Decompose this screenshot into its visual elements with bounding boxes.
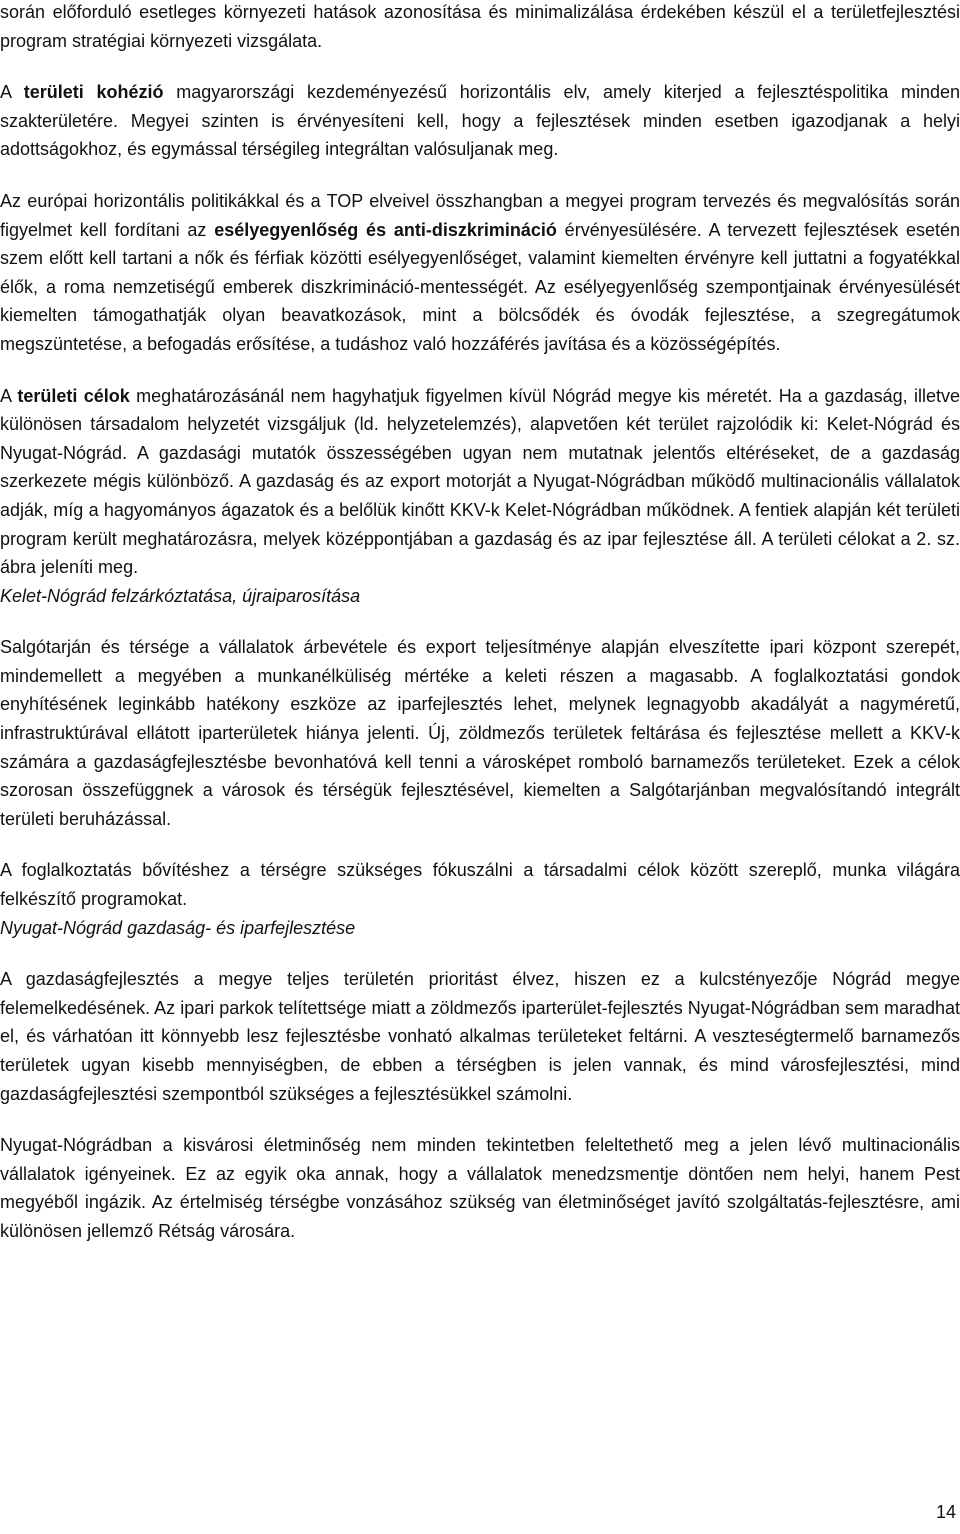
paragraph-east-development: Salgótarján és térsége a vállalatok árbevétele és export teljesítménye alapján elveszítette ipari központ szerepét, mindemellett a megyében a munkanélküliség mértéke a keleti részen a magasabb. A foglalkoztatási gondok enyhítésének leginkább hatékony eszköze az iparfejlesztés lehet, melynek legnagyobb akadályát a nagyméretű, infrastruktúrával ellátott iparterületek hiánya jelenti. Új, zöldmezős területek feltárása és fejlesztése mellett a KKV-k számára a gazdaságfejlesztésbe bevonhatóvá kell tenni a városképet romboló barnamezős területeket. Ezek a célok szorosan összefüggnek a városok és térségük fejlesztésével, kiemelten a Salgótarjánban megvalósítandó integrált területi beruházással.: [0, 637, 960, 829]
section-heading-west: Nyugat-Nógrád gazdaság- és iparfejlesztése: [0, 917, 356, 938]
text-segment: Az európai horizontális politikákkal és a TOP elveivel összhangban a megyei program tervezés és megvalósítás során figyelmet kell fordítani az: [0, 190, 960, 240]
bold-term: esélyegyenlőség és anti-diszkrimináció: [214, 219, 557, 240]
paragraph-west-quality-of-life: Nyugat-Nógrádban a kisvárosi életminőség nem minden tekintetben feleltethető meg a jelen lévő multinacionális vállalatok igényeinek. Ez az egyik oka annak, hogy a vállalatok menedzsmentje döntően nem helyi, hanem Pest megyéből ingázik. Az értelmiség térségbe vonzásához szükség van életminőséget javító szolgáltatás-fejlesztésre, ami különösen jellemző Rétság városára.: [0, 1135, 960, 1241]
text-segment: A: [0, 82, 24, 103]
bold-term: területi kohézió: [23, 82, 164, 103]
page-number: 14: [935, 1502, 956, 1522]
text-segment: magyarországi kezdeményezésű horizontális elv, amely kiterjed a fejlesztéspolitika minden szakterületére. Megyei szinten is érvényesíteni kell, hogy a fejlesztések minden esetben igazodjanak a helyi adottságokhoz, és egymással térségileg integráltan valósuljanak meg.: [0, 82, 960, 160]
paragraph-equal-opportunity: [0, 187, 960, 359]
text-segment: meghatározásánál nem hagyhatjuk figyelmen kívül Nógrád megye kis méretét. Ha a gazdaság, illetve különösen társadalom helyzetét vizsgáljuk (ld. helyzetelemzés), alapvetően két terület rajzolódik ki: Kelet-Nógrád és Nyugat-Nógrád. A gazdasági mutatók összességében ugyan nem mutatnak jelentős eltéréseket, de a gazdaság szerkezete mégis különböző. A gazdaság és az export motorját a Nyugat-Nógrádban működő multinacionális vállalatok adják, míg a hagyományos ágazatok és a belőlük kinőtt KKV-k Kelet-Nógrádban működnek. A fentiek alapján két területi program került meghatározásra, melyek középpontjában a gazdaság és az ipar fejlesztése áll. A területi célokat a 2. sz. ábra jeleníti meg.: [0, 385, 960, 578]
paragraph-employment: A foglalkoztatás bővítéshez a térségre szükséges fókuszálni a társadalmi célok között szereplő, munka világára felkészítő programokat.: [0, 860, 960, 910]
paragraph-west-development: A gazdaságfejlesztés a megye teljes területén prioritást élvez, hiszen ez a kulcstényezője Nógrád megye felemelkedésének. Az ipari parkok telítettsége miatt a zöldmezős iparterület-fejlesztés Nyugat-Nógrádban sem maradhat el, és várhatóan itt könnyebb lesz fejlesztésbe vonható alkalmas területeket feltárni. A veszteségtermelő barnamezős területek ugyan kisebb mennyiségben, de ebben a térségben is jelen vannak, és mind városfejlesztési, mind gazdaságfejlesztési szempontból szükséges a fejlesztésükkel számolni.: [0, 969, 960, 1104]
paragraph-territorial-goals: [0, 382, 960, 582]
text-segment: A: [0, 385, 18, 406]
paragraph-territorial-cohesion: [0, 78, 960, 164]
section-heading-east: Kelet-Nógrád felzárkóztatása, újraiparosítása: [0, 585, 361, 606]
bold-term: területi célok: [17, 385, 130, 406]
paragraph-intro: során előforduló esetleges környezeti hatások azonosítása és minimalizálása érdekében készül el a területfejlesztési program stratégiai környezeti vizsgálata.: [0, 2, 960, 51]
text-segment: érvényesülésére. A tervezett fejlesztések esetén szem előtt kell tartani a nők és férfiak közötti esélyegyenlőséget, valamint kiemelten érvényre kell juttatni a fogyatékkal élők, a roma nemzetiségű emberek diszkrimináció-mentességét. Az esélyegyenlőség szempontjainak érvényesülését kiemelten támogathatják olyan beavatkozások, mint a bölcsődék és óvodák fejlesztése, a szegregátumok megszüntetése, a befogadás erősítése, a tudáshoz való hozzáférés javítása és a közösségépítés.: [0, 219, 960, 354]
